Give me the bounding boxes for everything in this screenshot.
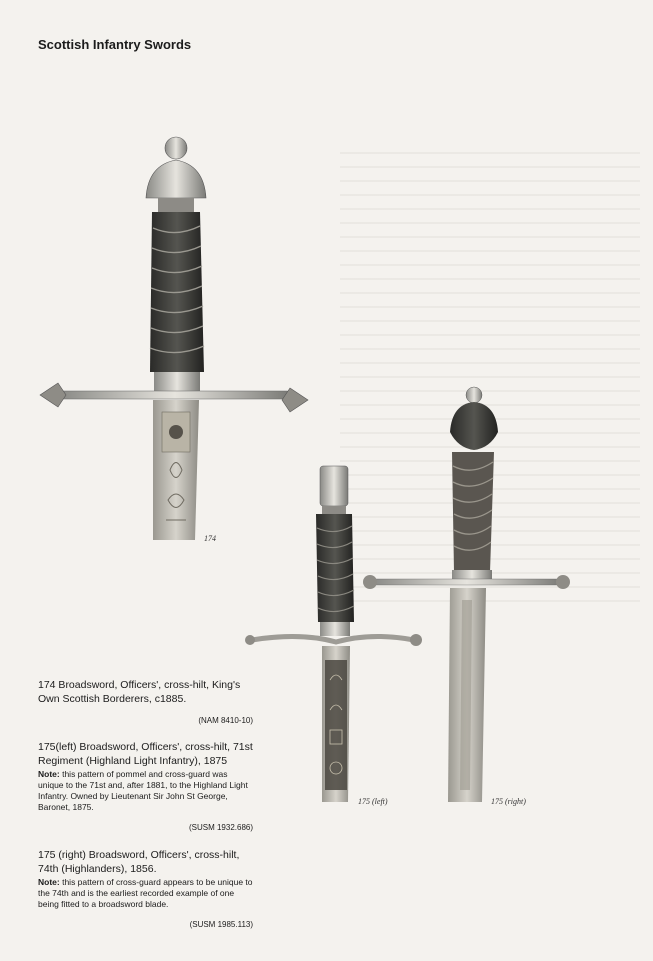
note-label: Note: — [38, 769, 60, 779]
caption-heading: 175 (right) Broadsword, Officers', cross-hilt, 74th (Highlanders), 1856. — [38, 849, 240, 875]
caption-reference: (SUSM 1932.686) — [188, 823, 253, 832]
page-title: Scottish Infantry Swords — [38, 37, 192, 52]
caption-175-left — [38, 740, 253, 835]
caption-174 — [38, 678, 253, 728]
caption-175-right — [38, 848, 253, 932]
figure-174-label: 174 — [204, 534, 216, 543]
caption-reference: (SUSM 1985.113) — [189, 920, 253, 929]
figure-175-right-label: 175 (right) — [491, 797, 526, 806]
figure-175-left-label: 175 (left) — [358, 797, 388, 806]
note-label: Note: — [38, 877, 60, 887]
caption-heading: 175(left) Broadsword, Officers', cross-hilt, 71st Regiment (Highland Light Infantry), 1875 — [38, 741, 253, 767]
note-text: this pattern of pommel and cross-guard was unique to the 71st and, after 1881, to the Highland Light Infantry. Owned by Lieutenant Sir John St George, Baronet, 1875. — [38, 769, 248, 812]
caption-heading: 174 Broadsword, Officers', cross-hilt, King's Own Scottish Borderers, c1885. — [38, 679, 241, 705]
caption-note — [38, 877, 253, 910]
caption-note — [38, 769, 253, 813]
caption-reference: (NAM 8410-10) — [198, 716, 253, 725]
note-text: this pattern of cross-guard appears to be unique to the 74th and is the earliest recorded example of one being fitted to a broadsword blade. — [38, 877, 253, 909]
